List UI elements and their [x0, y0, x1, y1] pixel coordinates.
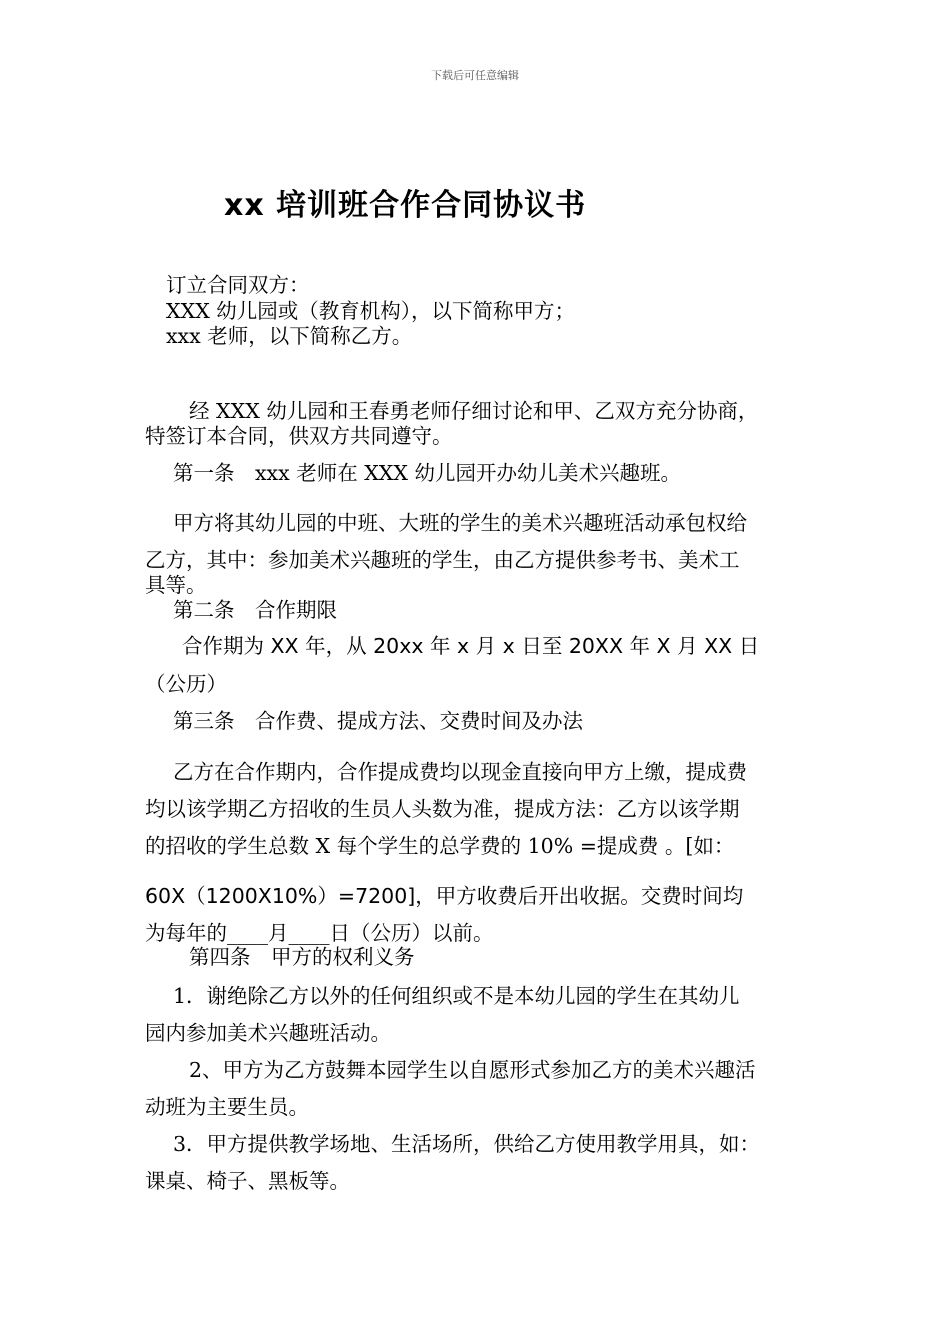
preamble-line-2: 特签订本合同，供双方共同遵守。: [145, 424, 453, 448]
article-3-body-line-2: 均以该学期乙方招收的生员人头数为准，提成方法：乙方以该学期: [145, 797, 740, 821]
article-4-item-2-line-2: 动班为主要生员。: [145, 1095, 309, 1119]
article-4-item-3-line-2: 课桌、椅子、黑板等。: [145, 1169, 350, 1193]
article-1-body-line-3: 具等。: [145, 573, 207, 597]
article-3-heading: 第三条 合作费、提成方法、交费时间及办法: [173, 709, 583, 733]
article-4-item-3-line-1: 3．甲方提供教学场地、生活场所，供给乙方使用教学用具，如：: [173, 1132, 761, 1156]
article-1-body-line-2: 乙方，其中：参加美术兴趣班的学生，由乙方提供参考书、美术工: [145, 548, 740, 572]
article-2-body-line-2: （公历）: [145, 672, 227, 696]
article-4-item-1-line-1: 1．谢绝除乙方以外的任何组织或不是本幼儿园的学生在其幼儿: [173, 984, 740, 1008]
article-4-item-1-line-2: 园内参加美术兴趣班活动。: [145, 1021, 391, 1045]
party-a-line: XXX 幼儿园或（教育机构），以下简称甲方；: [166, 299, 576, 323]
article-3-body-line-1: 乙方在合作期内，合作提成费均以现金直接向甲方上缴，提成费: [173, 760, 747, 784]
article-3-body-line-3: 的招收的学生总数 X 每个学生的总学费的 10% =提成费 。[如：: [145, 834, 735, 858]
article-3-body-line-4: 60X（1200X10%）=7200]，甲方收费后开出收据。交费时间均: [145, 884, 744, 908]
preamble-line-1: 经 XXX 幼儿园和王春勇老师仔细讨论和甲、乙双方充分协商，: [189, 399, 759, 423]
document-title: xx 培训班合作合同协议书: [224, 188, 587, 223]
article-3-body-line-5: 为每年的____月____日（公历）以前。: [145, 921, 494, 945]
header-note: 下载后可任意编辑: [431, 69, 519, 82]
parties-heading: 订立合同双方：: [166, 273, 310, 297]
article-1-body-line-1: 甲方将其幼儿园的中班、大班的学生的美术兴趣班活动承包权给: [173, 511, 747, 535]
article-4-item-2-line-1: 2、甲方为乙方鼓舞本园学生以自愿形式参加乙方的美术兴趣活: [189, 1058, 756, 1082]
party-b-line: xxx 老师，以下简称乙方。: [166, 324, 413, 348]
article-1-heading: 第一条 xxx 老师在 XXX 幼儿园开办幼儿美术兴趣班。: [173, 461, 682, 485]
article-2-body-line-1: 合作期为 XX 年，从 20xx 年 x 月 x 日至 20XX 年 X 月 XX 日: [182, 634, 760, 658]
article-2-heading: 第二条 合作期限: [173, 598, 337, 622]
article-4-heading: 第四条 甲方的权利义务: [189, 945, 415, 969]
